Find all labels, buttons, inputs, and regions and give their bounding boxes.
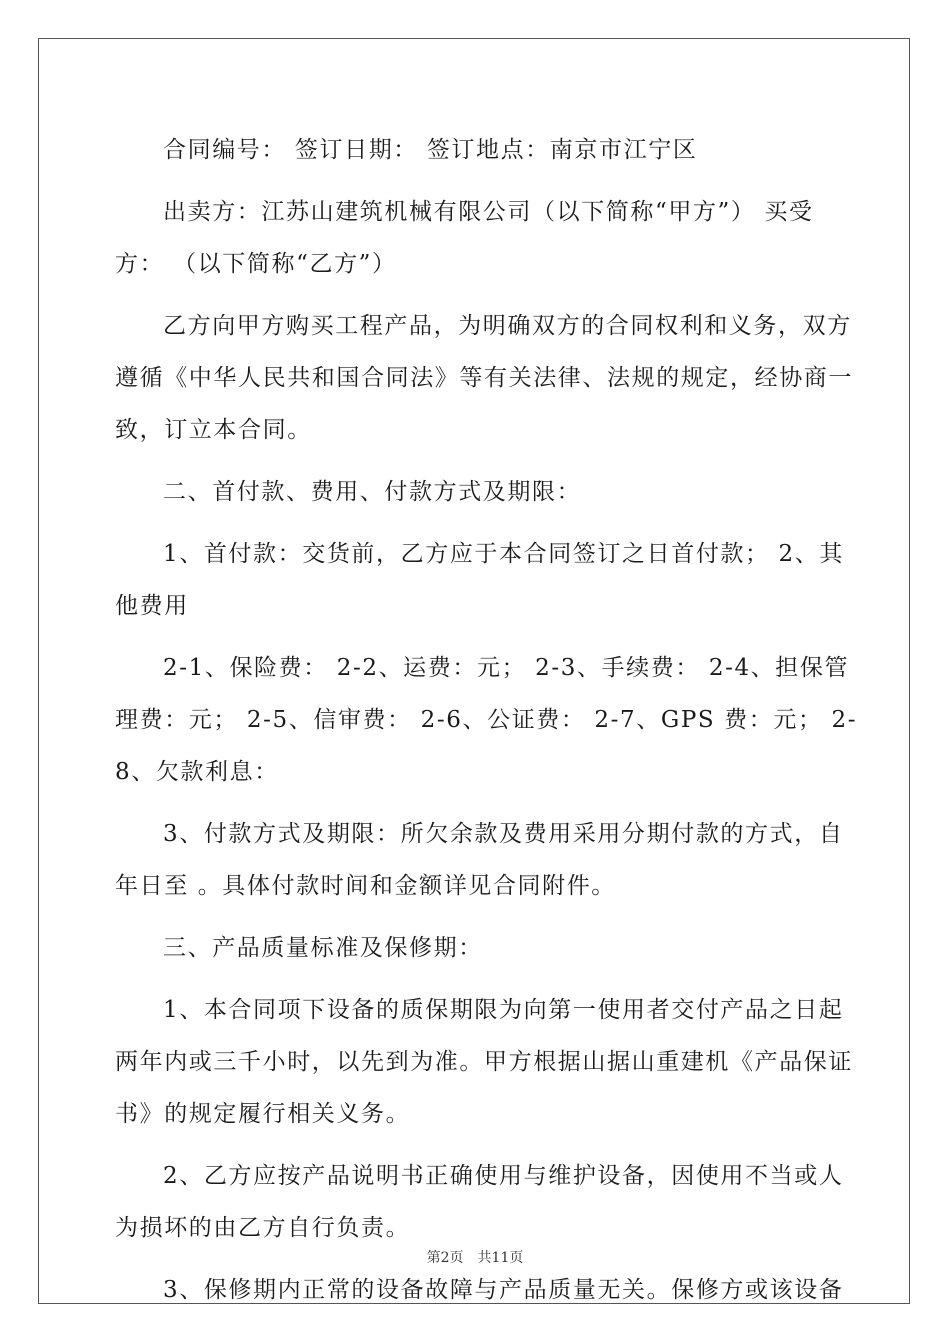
paragraph-line: 他费用 bbox=[115, 593, 189, 619]
paragraph-line: 乙方向甲方购买工程产品，为明确双方的合同权利和义务，双方 bbox=[163, 313, 852, 339]
paragraph-line: 8、欠款利息： bbox=[115, 759, 279, 785]
paragraph-line: 3、保修期内正常的设备故障与产品质量无关。保修方或该设备 bbox=[163, 1277, 844, 1303]
paragraph-line: 理费：元； 2-5、信审费： 2-6、公证费： 2-7、GPS 费：元； 2- bbox=[115, 707, 858, 733]
section-heading: 二、首付款、费用、付款方式及期限： bbox=[163, 479, 582, 505]
paragraph-line: 两年内或三千小时，以先到为准。甲方根据山据山重建机《产品保证 bbox=[115, 1049, 853, 1075]
page-number: 第2页 bbox=[426, 1250, 464, 1266]
paragraph-line: 1、首付款：交货前，乙方应于本合同签订之日首付款； 2、其 bbox=[163, 541, 844, 567]
paragraph-line: 1、本合同项下设备的质保期限为向第一使用者交付产品之日起 bbox=[163, 997, 844, 1023]
page-total: 共11页 bbox=[477, 1250, 524, 1266]
paragraph-line: 2、乙方应按产品说明书正确使用与维护设备，因使用不当或人 bbox=[163, 1163, 844, 1189]
seller-line: 出卖方：江苏山建筑机械有限公司（以下简称“甲方”） 买受 bbox=[163, 199, 814, 225]
buyer-line: 方： （以下简称“乙方”） bbox=[115, 251, 397, 277]
page-footer bbox=[0, 1247, 950, 1267]
section-heading: 三、产品质量标准及保修期： bbox=[163, 935, 483, 961]
paragraph-line: 致，订立本合同。 bbox=[115, 417, 312, 443]
contract-header-line: 合同编号： 签订日期： 签订地点：南京市江宁区 bbox=[163, 137, 698, 163]
document-body bbox=[115, 124, 858, 1316]
paragraph-line: 书》的规定履行相关义务。 bbox=[115, 1101, 411, 1127]
paragraph-line: 为损坏的由乙方自行负责。 bbox=[115, 1215, 411, 1241]
paragraph-line: 遵循《中华人民共和国合同法》等有关法律、法规的规定，经协商一 bbox=[115, 365, 853, 391]
paragraph-line: 年日至 。具体付款时间和金额详见合同附件。 bbox=[115, 873, 616, 899]
paragraph-line: 3、付款方式及期限：所欠余款及费用采用分期付款的方式，自 bbox=[163, 821, 844, 847]
paragraph-line: 2-1、保险费： 2-2、运费：元； 2-3、手续费： 2-4、担保管 bbox=[163, 655, 850, 681]
